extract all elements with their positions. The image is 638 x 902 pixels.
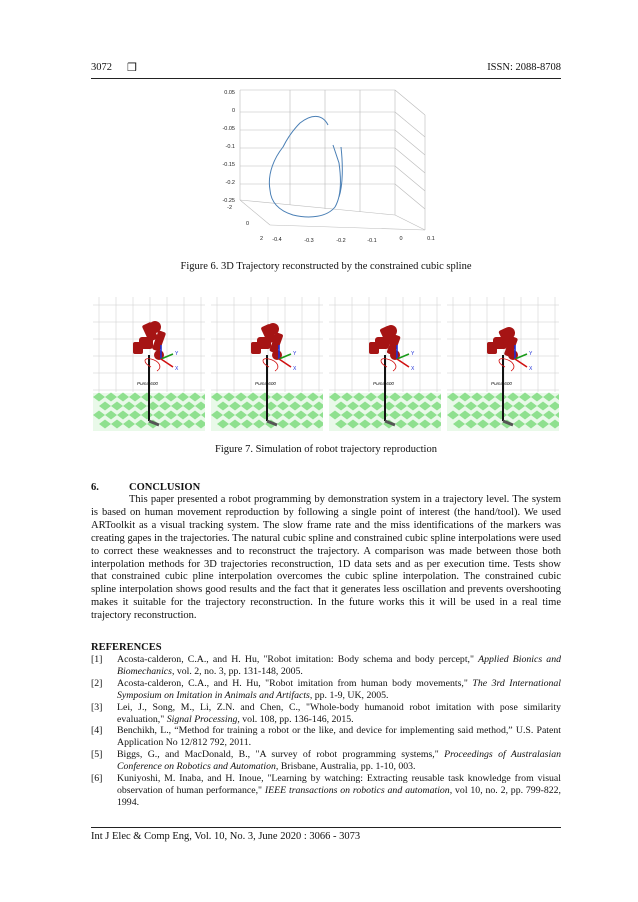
x-axis-label: X [175,366,179,372]
x-axis-label: X [411,366,415,372]
footer-rule [91,827,561,828]
x-tick: -0.4 [272,237,282,243]
y-axis-label: Y [411,351,415,357]
trajectory-loop [263,359,278,371]
robot-panel-1 [93,297,205,431]
robot-label: Puma 600 [373,381,394,386]
z-tick: -0.05 [222,126,235,132]
x-axis-label: X [293,366,297,372]
references-heading: REFERENCES [91,642,162,653]
issn: ISSN: 2088-8708 [487,62,561,73]
z-tick: 0 [231,108,235,114]
y-tick: -2 [227,205,232,211]
reference-item: [6] Kuniyoshi, M. Inaba, and H. Inoue, "Learning by watching: Extracting reusable task knowledge from visual observation of human performance," IEEE transactions on robotics and automation, vol 10, no. 2, pp. 799-822, 1994. [91,773,562,808]
robot-panel-3 [329,297,441,431]
z-tick: -0.1 [225,144,235,150]
figure-7-caption: Figure 7. Simulation of robot trajectory reproduction [215,444,437,455]
x-tick: 0.1 [427,236,435,242]
reference-item: [2] Acosta-calderon, C.A., and H. Hu, "Robot imitation from human body movements," The 3rd International Symposium on Imitation in Animals and Artifacts, pp. 1-9, UK, 2005. [91,677,562,701]
section-number: 6. [91,482,99,493]
reference-item: [4] Benchikh, L., “Method for training a robot or the like, and device for implementing said method,” U.S. Patent Application No 12/812 792, 2011. [91,725,561,749]
trajectory-loop [499,359,514,371]
robot-panel-2 [211,297,323,431]
page-footer: Int J Elec & Comp Eng, Vol. 10, No. 3, June 2020 : 3066 - 3073 [91,831,361,842]
reference-item: [1] Acosta-calderon, C.A., and H. Hu, "Robot imitation: Body schema and body percept," Applied Bionics and Biomechanics, vol. 2, no. 3, pp. 131-148, 2005. [91,654,562,677]
header-rule [91,78,561,79]
references-list [91,654,561,809]
z-tick: -0.2 [225,180,235,186]
robot-panel-4 [447,297,559,431]
trajectory-loop [145,359,160,371]
reference-item: [5] Biggs, G., and MacDonald, B., "A survey of robot programming systems," Proceedings of Australasian Conference on Robotics and Automation, Brisbane, Australia, pp. 1-10, 003. [91,749,561,773]
y-axis-label: Y [293,351,297,357]
y-axis-label: Y [529,351,533,357]
figure-6-plot [205,85,445,250]
robot-label: Puma 600 [491,381,512,386]
figure-7-panels [93,297,559,431]
robot-label: Puma 600 [255,381,276,386]
section-heading [91,482,200,493]
reference-item: [3] Lei, J., Song, M., Li, Z.N. and Chen, C., "Whole-body humanoid robot imitation with pose similarity evaluation," Signal Processing, vol. 108, pp. 136-146, 2015. [91,701,561,725]
y-axis-label: Y [175,351,179,357]
section-title: CONCLUSION [129,482,201,493]
trajectory-loop [381,359,396,371]
y-tick: 2 [259,236,263,242]
figure-6-caption: Figure 6. 3D Trajectory reconstructed by the constrained cubic spline [180,261,472,272]
robot-arm [369,325,401,360]
z-tick: 0.05 [224,90,235,96]
trajectory-curve [269,116,342,217]
conclusion-paragraph: This paper presented a robot programming by demonstration system in a trajectory level. The system is based on human movement reproduction by following a single point of interest (the hand/tool). We used ARToolkit as a visual tracking system. The slow frame rate and the miss identifications of the markers was creating gapes in the trajectories. The natural cubic spline and constrained cubic spline interpolations were used to correct these weaknesses and to reconstruct the trajectory. A comparison was made between those both interpolation methods for 3D trajectories reconstruction, 1D data sets and as per execution time. Tests show that constrained cubic pline interpolation overcomes the cubic spline interpolation. The constrained cubic spline interpolation shows good results and the fact that it generates less oscillation and prevents overshooting makes it suitable for the trajectory reconstruction. In the future works this it will be used in a real time trajectory reconstruction. [91,494,561,622]
page-number: 3072 [91,62,112,73]
robot-label: Puma 600 [137,381,158,386]
x-tick: -0.2 [336,238,346,244]
x-tick: -0.3 [304,238,314,244]
x-tick: -0.1 [367,238,377,244]
z-tick: -0.15 [222,162,235,168]
y-tick: 0 [245,221,249,227]
z-tick: -0.25 [222,198,235,204]
box-glyph-icon: ❒ [127,62,137,74]
x-axis-label: X [529,366,533,372]
x-tick: 0 [399,236,403,242]
